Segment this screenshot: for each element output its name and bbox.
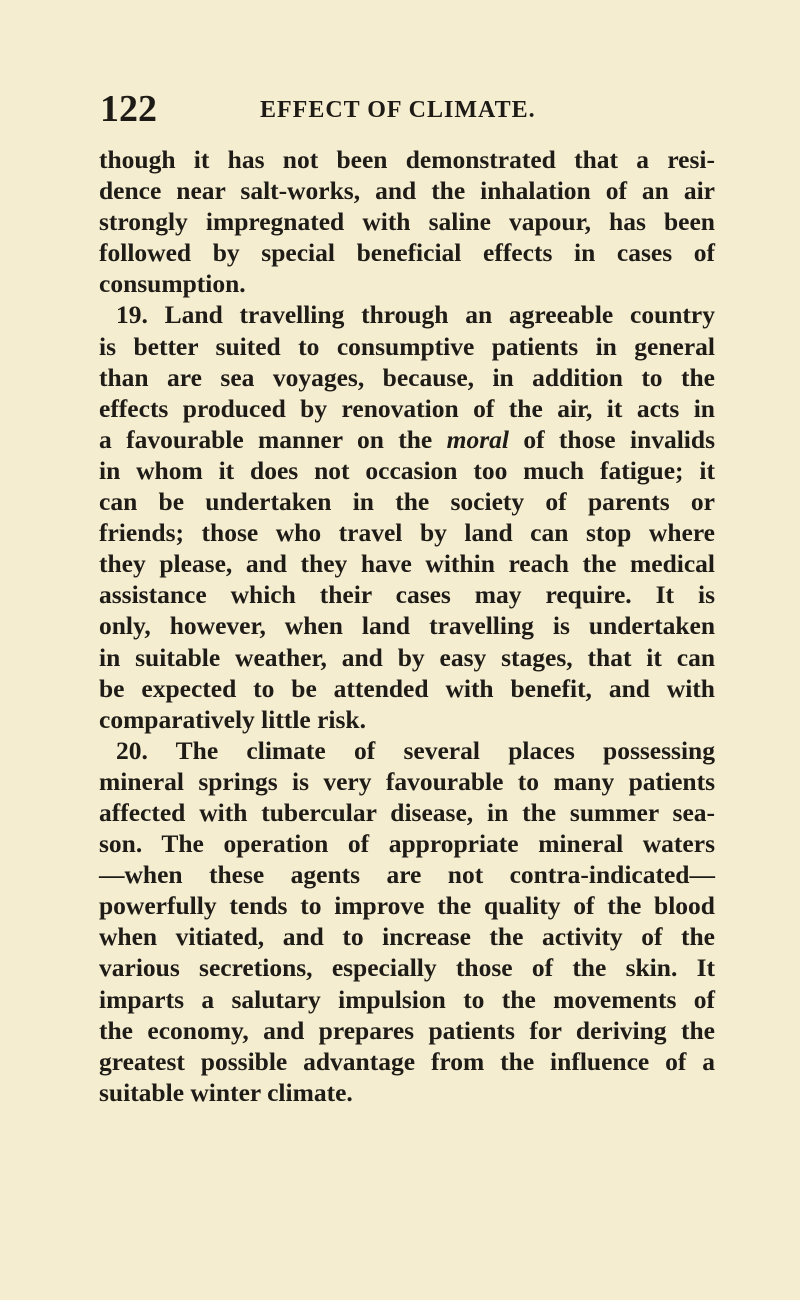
text-line: they please, and they have within reach the medical — [99, 549, 715, 579]
text-line: in suitable weather, and by easy stages, that it can — [99, 642, 715, 672]
text-line: dence near salt-works, and the inhalation of an air — [99, 176, 715, 206]
running-title: EFFECT OF CLIMATE. — [260, 97, 536, 123]
text-line: greatest possible advantage from the influence of a — [99, 1046, 715, 1076]
italic-word: moral — [446, 424, 509, 454]
text-line: strongly impregnated with saline vapour, has been — [99, 207, 715, 237]
text-segment: of those invalids — [508, 424, 715, 454]
text-line: followed by special beneficial effects in cases of — [99, 238, 715, 268]
body-text — [99, 144, 715, 1108]
text-line: can be undertaken in the society of parents or — [99, 487, 715, 517]
text-line: son. The operation of appropriate mineral waters — [99, 829, 715, 859]
text-line: in whom it does not occasion too much fatigue; it — [99, 455, 715, 485]
text-line: when vitiated, and to increase the activity of the — [99, 922, 715, 952]
paragraph-20-start: 20. The climate of several places possessing — [116, 735, 715, 765]
text-line: is better suited to consumptive patients in general — [99, 331, 715, 361]
text-line-with-italic — [99, 424, 715, 455]
text-line: consumption. — [99, 269, 246, 299]
text-segment: a favourable manner on the — [99, 424, 447, 454]
text-line: powerfully tends to improve the quality of the blood — [99, 891, 715, 921]
text-line: than are sea voyages, because, in addition to the — [99, 362, 715, 392]
text-line: comparatively little risk. — [99, 704, 366, 734]
paragraph-19-start: 19. Land travelling through an agreeable country — [116, 300, 715, 330]
running-head — [100, 87, 720, 130]
text-line: imparts a salutary impulsion to the movements of — [99, 984, 715, 1014]
text-line: various secretions, especially those of the skin. It — [99, 953, 715, 983]
text-line: only, however, when land travelling is undertaken — [99, 611, 715, 641]
page-number: 122 — [100, 88, 157, 130]
text-line: mineral springs is very favourable to many patients — [99, 766, 715, 796]
text-line: the economy, and prepares patients for deriving the — [99, 1015, 715, 1045]
text-line: effects produced by renovation of the air, it acts in — [99, 393, 715, 423]
text-line: —when these agents are not contra-indicated— — [99, 860, 715, 890]
text-line: assistance which their cases may require. It is — [99, 580, 715, 610]
text-line: affected with tubercular disease, in the summer sea- — [99, 797, 715, 827]
text-line: though it has not been demonstrated that a resi- — [99, 145, 715, 174]
text-line: be expected to be attended with benefit, and with — [99, 673, 715, 703]
text-line: suitable winter climate. — [99, 1077, 353, 1107]
text-line: friends; those who travel by land can stop where — [99, 518, 715, 548]
